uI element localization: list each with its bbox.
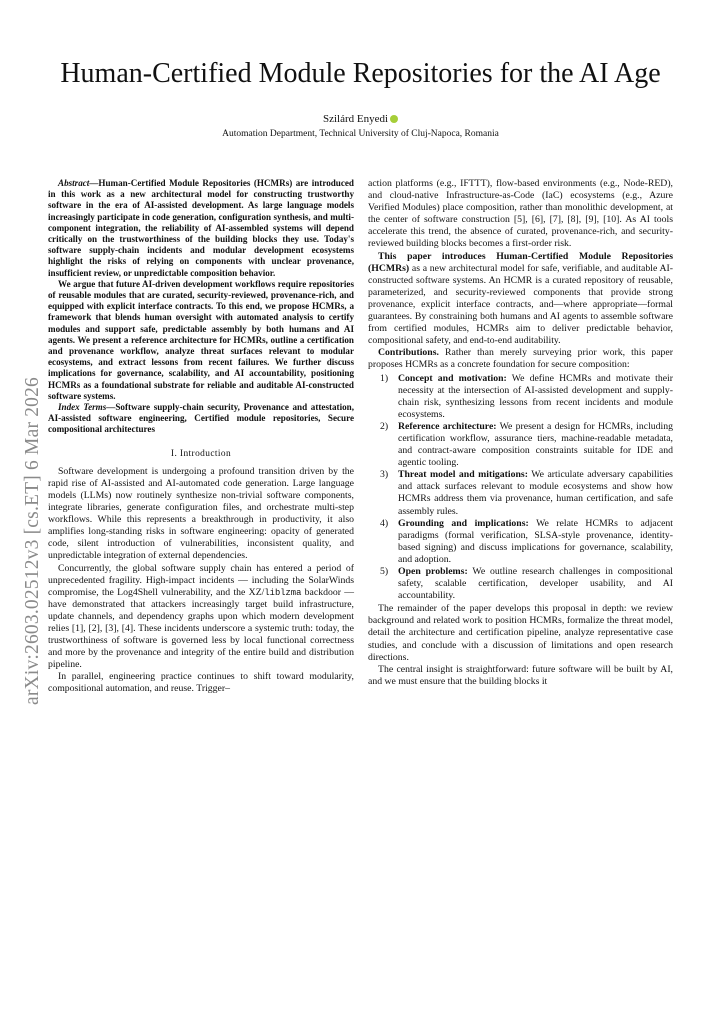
abstract bbox=[48, 178, 354, 436]
intro-paragraph-1: Software development is undergoing a profound transition driven by the rapid rise of AI-assisted and AI-automated code generation. Large language models (LLMs) now routinely synthesize non-trivial software components, integrate libraries, generate configuration files, and orchestrate multi-step workflows. While this represents a breakthrough in productivity, it also amplifies long-standing risks in software engineering: opacity of generated code, silent introduction of vulnerabilities, inconsistent quality, and unpredictable integration of external dependencies. bbox=[48, 465, 354, 562]
index-terms bbox=[48, 402, 354, 436]
list-item-number: 5) bbox=[380, 566, 389, 577]
intro-paragraph-2 bbox=[48, 563, 354, 672]
author-line bbox=[0, 113, 721, 125]
index-terms-label: Index Terms— bbox=[58, 402, 116, 413]
list-item-head: Concept and motivation: bbox=[398, 372, 507, 384]
list-item bbox=[368, 566, 673, 602]
list-item-text: We articulate adversary capabilities and attack surfaces relevant to module ecosystems and show how HCMRs address them via provenance, human certification, and safe assembly rules. bbox=[398, 469, 673, 517]
list-item-head: Open problems: bbox=[398, 566, 468, 577]
list-item-head: Grounding and implications: bbox=[398, 517, 529, 529]
remainder-paragraph: The remainder of the paper develops this proposal in depth: we review background and related work to position HCMRs, formalize the threat model, detail the architecture and certification pipeline, analyze representative case studies, and conclude with a discussion of limitations and open research directions. bbox=[368, 603, 673, 663]
abstract-text: Human-Certified Module Repositories (HCMRs) are introduced in this work as a new architectural model for constructing trustworthy software in the era of AI-assisted development. As large language models increasingly participate in code generation, configuration synthesis, and multi-component integration, the reliability of AI-assembled systems will depend critically on the trustworthiness of the building blocks they use. Today's software supply-chain incidents and modular development ecosystems highlight the risks of relying on components with unclear provenance, insufficient review, or unpredictable composition behavior. bbox=[48, 178, 354, 278]
arxiv-watermark: arXiv:2603.02512v3 [cs.ET] 6 Mar 2026 bbox=[22, 376, 43, 705]
paper-title: Human-Certified Module Repositories for the AI Age bbox=[60, 58, 661, 89]
intro-p2-text-b: backdoor — have demonstrated that attackers increasingly target build infrastructure, update channels, and dependency graphs upon which modern development relies [1], [2], [3], [4]. These incidents underscore a systemic truth: today, the trustworthiness of software is governed less by local functional correctness and more by the provenance and integrity of the entire build and distribution pipeline. bbox=[48, 586, 354, 671]
hcmr-intro-paragraph bbox=[368, 251, 673, 348]
affiliation: Automation Department, Technical University of Cluj-Napoca, Romania bbox=[222, 129, 499, 139]
list-item-head: Threat model and mitigations: bbox=[398, 469, 528, 481]
continued-paragraph: action platforms (e.g., IFTTT), flow-based environments (e.g., Node-RED), and cloud-native Infrastructure-as-Code (IaC) ecosystems (e.g., Azure Verified Modules) place composition, rather than monolithic development, at the center of software construction [5], [6], [7], [8], [9], [10]. As AI tools accelerate this trend, the absence of curated, provenance-rich, and security-reviewed building blocks becomes a first-order risk. bbox=[368, 178, 673, 250]
hcmr-intro-text: as a new architectural model for safe, verifiable, and auditable AI-constructed software systems. An HCMR is a curated repository of reusable, parameterized, and security-reviewed components that provide strong provenance, explicit interface contracts, and—where appropriate—formal guarantees. By constraining both humans and AI agents to assemble software from certified modules, HCMRs aim to deliver predictable behavior, compositional safety, and end-to-end auditability. bbox=[368, 262, 673, 347]
list-item-text: We present a design for HCMRs, including certification workflow, assurance tiers, machine-readable metadata, and contract-aware composition constraints suitable for IDE and agentic tooling. bbox=[398, 420, 673, 469]
contributions-text: Rather than merely surveying prior work, this paper proposes HCMRs as a concrete foundation for secure composition: bbox=[368, 347, 673, 371]
abstract-paragraph bbox=[48, 178, 354, 279]
left-column bbox=[48, 178, 354, 696]
list-item-text: We outline research challenges in compositional safety, scalable certification, developer usability, and AI accountability. bbox=[398, 566, 673, 602]
list-item-number: 1) bbox=[380, 372, 389, 384]
right-column bbox=[368, 178, 673, 688]
author-name: Szilárd Enyedi bbox=[322, 113, 389, 125]
intro-p2-text-a: Concurrently, the global software supply chain has entered a period of unprecedented fragility. High-impact incidents — including the SolarWinds compromise, the Log4Shell vulnerability, and the XZ/ bbox=[48, 562, 354, 598]
list-item bbox=[368, 469, 673, 517]
hcmr-intro-bold: This paper introduces Human-Certified Module Repositories (HCMRs) bbox=[368, 250, 673, 274]
intro-paragraph-3: In parallel, engineering practice continues to shift toward modularity, compositional automation, and reuse. Trigger– bbox=[48, 671, 354, 695]
abstract-paragraph-2: We argue that future AI-driven development workflows require repositories of reusable modules that are curated, security-reviewed, provenance-rich, and equipped with explicit interface contracts. To this end, we propose HCMRs, a framework that blends human oversight with automated analysis to certify modules and support safe, predictable assembly by both humans and AI agents. We present a reference architecture for HCMRs, outline a certification and provenance workflow, analyze threat surfaces relevant to modular ecosystems, and extract lessons from recent failures. We further discuss implications for governance, scalability, and AI accountability, positioning HCMRs as a foundational substrate for reliable and auditable AI-constructed software systems. bbox=[48, 278, 354, 401]
list-item-number: 3) bbox=[380, 469, 389, 481]
list-item bbox=[368, 421, 673, 469]
list-item-number: 4) bbox=[380, 517, 389, 529]
section-heading-introduction: I. Introduction bbox=[170, 448, 232, 459]
index-terms-text: Software supply-chain security, Provenance and attestation, AI-assisted software engineering, Certified module repositories, Secure compositional architectures bbox=[48, 402, 354, 435]
list-item bbox=[368, 518, 673, 566]
orcid-icon[interactable] bbox=[390, 115, 398, 123]
contributions-paragraph bbox=[368, 347, 673, 371]
list-item-text: We define HCMRs and motivate their necessity at the intersection of AI-assisted development and supply-chain risk, synthesizing lessons from recent incidents and module ecosystems. bbox=[398, 372, 673, 420]
contributions-label: Contributions. bbox=[378, 347, 439, 359]
list-item-number: 2) bbox=[380, 420, 389, 432]
contributions-list bbox=[368, 373, 673, 603]
liblzma-code: liblzma bbox=[264, 587, 302, 598]
insight-paragraph: The central insight is straightforward: future software will be built by AI, and we must ensure that the building blocks it bbox=[368, 663, 673, 687]
list-item-text: We relate HCMRs to adjacent paradigms (formal verification, SLSA-style provenance, identity-based signing) and discuss implications for governance, scalability, and adoption. bbox=[398, 517, 673, 565]
abstract-label: Abstract— bbox=[58, 178, 99, 188]
list-item-head: Reference architecture: bbox=[398, 420, 497, 432]
list-item bbox=[368, 373, 673, 421]
